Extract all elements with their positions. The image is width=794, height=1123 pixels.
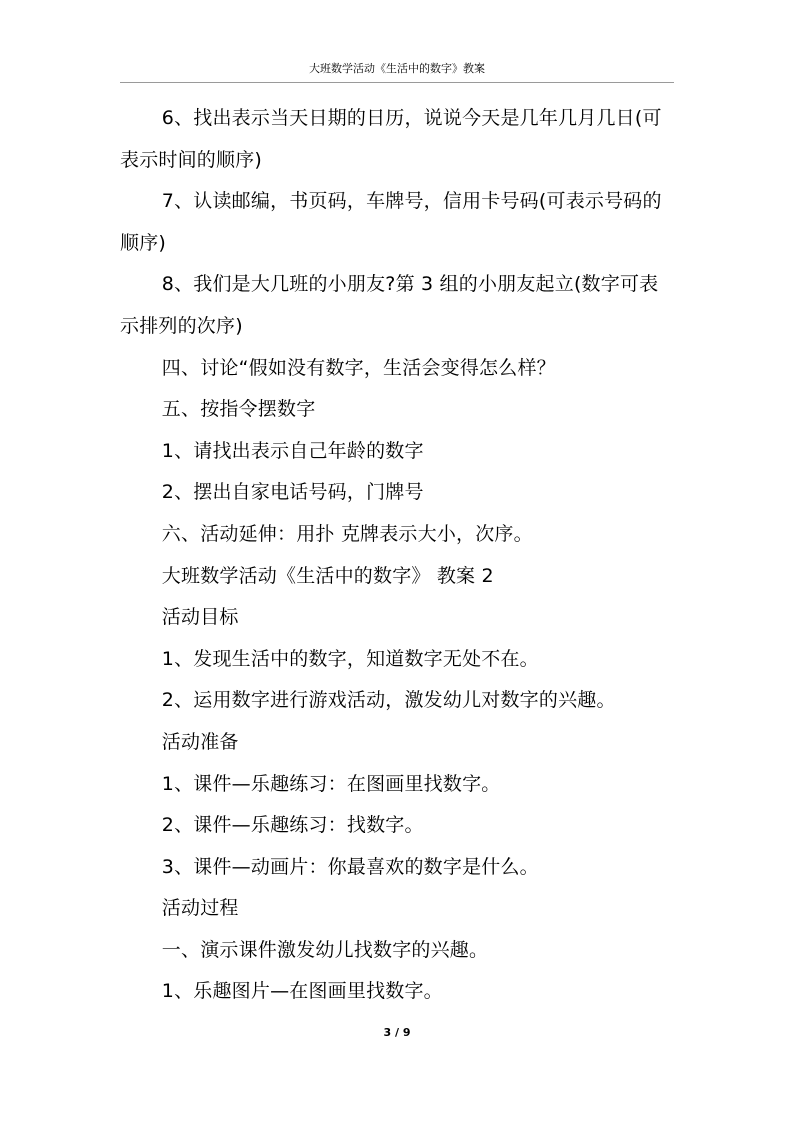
section-heading: 活动目标 [161, 606, 239, 629]
paragraph: 2、运用数字进行游戏活动，激发幼儿对数字的兴趣。 [161, 689, 616, 712]
paragraph: 四、讨论“假如没有数字，生活会变得怎么样？ [161, 356, 556, 379]
paragraph: 1、乐趣图片—在图画里找数字。 [161, 980, 443, 1003]
paragraph: 3、课件—动画片：你最喜欢的数字是什么。 [161, 855, 539, 878]
document-subtitle: 大班数学活动《生活中的数字》 教案 2 [161, 564, 494, 587]
paragraph: 一、演示课件激发幼儿找数字的兴趣。 [161, 938, 489, 961]
section-heading: 活动过程 [161, 897, 239, 920]
paragraph: 6、找出表示当天日期的日历，说说今天是几年几月几日(可表示时间的顺序) [120, 107, 662, 171]
paragraph: 2、摆出自家电话号码，门牌号 [161, 481, 424, 504]
paragraph: 2、课件—乐趣练习：找数字。 [161, 814, 424, 837]
header-divider [120, 82, 674, 83]
section-heading: 五、按指令摆数字 [161, 398, 316, 421]
page-header: 大班数学活动《生活中的数字》教案 [309, 62, 485, 75]
document-body [120, 98, 676, 1013]
page-number: 3 / 9 [383, 1026, 411, 1039]
paragraph: 1、发现生活中的数字，知道数字无处不在。 [161, 647, 539, 670]
paragraph: 1、课件—乐趣练习：在图画里找数字。 [161, 772, 501, 795]
section-heading: 六、活动延伸：用扑 克牌表示大小，次序。 [161, 522, 533, 545]
paragraph: 1、请找出表示自己年龄的数字 [161, 439, 424, 462]
paragraph: 7、认读邮编，书页码，车牌号，信用卡号码(可表示号码的顺序) [120, 190, 662, 254]
section-heading: 活动准备 [161, 730, 239, 753]
paragraph: 8、我们是大几班的小朋友?第 3 组的小朋友起立(数字可表示排列的次序) [120, 273, 659, 337]
